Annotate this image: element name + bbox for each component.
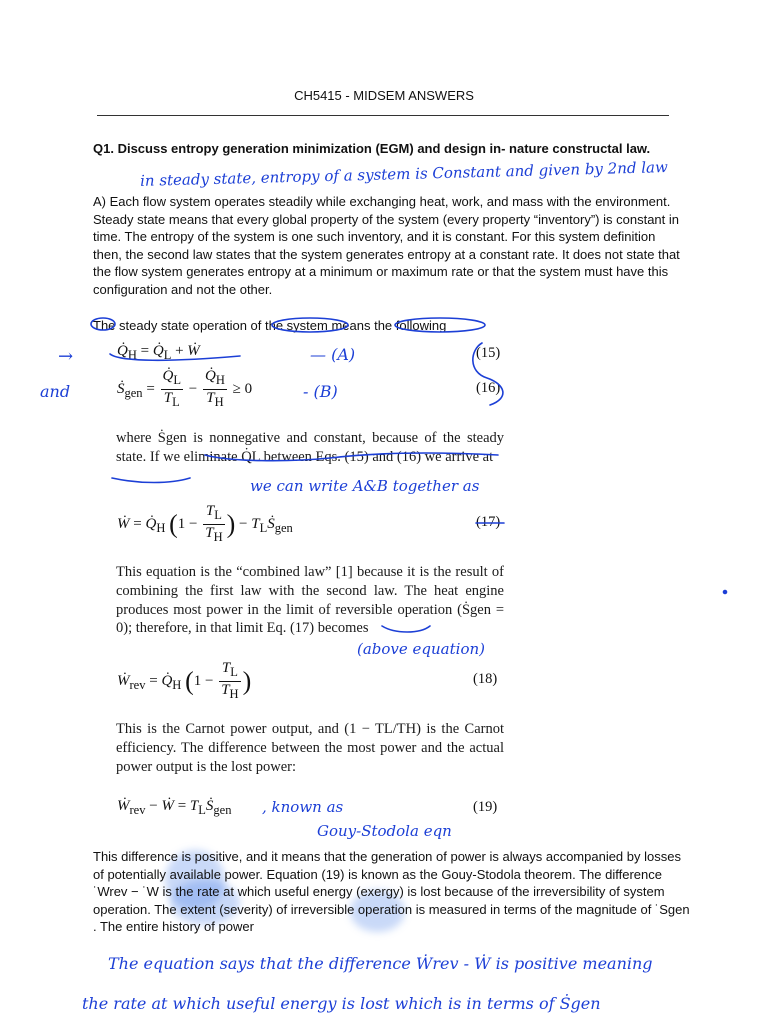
ink-strike-arrive: [112, 478, 190, 483]
equation-15: $Q̇_H$ = $Q̇_L$ + Ẇ: [117, 343, 200, 362]
book-excerpt-3: This is the Carnot power output, and (1 − TL/TH) is the Carnot efficiency. The difference between the most power and the actual power output is the lost power:: [116, 721, 504, 775]
book-excerpt-1: where Ṡgen is nonnegative and constant, because of the steady state. If we eliminate Q̇L between Eqs. (15) and (16) we arrive at: [116, 430, 504, 465]
handwritten-label-a: — (A): [310, 345, 356, 364]
answer-lead-line: The steady state operation of the system means the following: [93, 318, 447, 333]
equation-18-number: (18): [473, 671, 498, 687]
equation-19: Ẇ$_{rev}$ − Ẇ = $T_LṠ_{gen}$: [117, 798, 232, 817]
handwritten-note-gouy-stodola: Gouy-Stodola eqn: [317, 822, 452, 840]
equation-19-number: (19): [473, 799, 498, 815]
handwritten-note-above-equation: (above equation): [357, 640, 485, 658]
equation-16-number: (16): [476, 380, 501, 396]
handwritten-note-bottom-2: the rate at which useful energy is lost which is in terms of Ṡgen: [82, 994, 601, 1013]
book-excerpt-2: This equation is the “combined law” [1] because it is the result of combining the first law with the second law. The heat engine produces most power in the limit of reversible operation (Ṡgen = 0); therefore, in that limit Eq. (17) becomes: [116, 564, 504, 637]
handwritten-note-steady-state: in steady state, entropy of a system is Constant and given by 2nd law: [139, 158, 669, 190]
equation-17-number: (17): [476, 514, 501, 530]
document-title: CH5415 - MIDSEM ANSWERS: [294, 88, 474, 103]
equation-15-number: (15): [476, 345, 501, 361]
handwritten-label-b: - (B): [303, 382, 338, 401]
equation-16: Ṡ$_{gen}$ = $\frac{Q̇_L}{T_L}$ − $\frac{Q̇_H}{T_H}$ ≥ 0: [117, 368, 253, 409]
answer-paragraph-1: A) Each flow system operates steadily while exchanging heat, work, and mass with the environment. Steady state means that every global property of the system (every property “inventory”) is constant in time. The entropy of the system is one such inventory, and it is constant. For this system definition then, the second law states that the system generates entropy at a constant rate. It does not state that the flow system generates entropy at a minimum or maximum rate or that the system must have this configuration and not the other.: [93, 194, 680, 297]
equation-17: Ẇ = $Q̇_H$ (1 − $\frac{T_L}{T_H}$ ) − $T_LṠ_{gen}$: [117, 503, 293, 544]
handwritten-arrow: →: [58, 346, 74, 367]
ink-dot: [724, 591, 727, 594]
handwritten-and: and: [40, 382, 71, 401]
answer-paragraph-2: This difference is positive, and it means that the generation of power is always accompanied by losses of potentially available power. Equation (19) is known as the Gouy-Stodola theorem. The difference ˙Wrev − ˙W is the rate at which useful energy (exergy) is lost because of the irreversibility of system operation. The extent (severity) of irreversible operation is measured in terms of the magnitude of ˙Sgen . The entire history of power: [93, 849, 690, 935]
handwritten-note-known-as: , known as: [262, 798, 344, 816]
equation-18: Ẇ$_{rev}$ = $Q̇_H$ (1 − $\frac{T_L}{T_H}$ ): [117, 660, 252, 701]
handwritten-note-combine: we can write A&B together as: [250, 477, 480, 495]
question-heading: Q1. Discuss entropy generation minimization (EGM) and design in- nature constructal law.: [93, 141, 651, 156]
handwritten-note-bottom-1: The equation says that the difference Ẇrev - Ẇ is positive meaning: [108, 954, 653, 973]
header-rule: [97, 115, 669, 116]
